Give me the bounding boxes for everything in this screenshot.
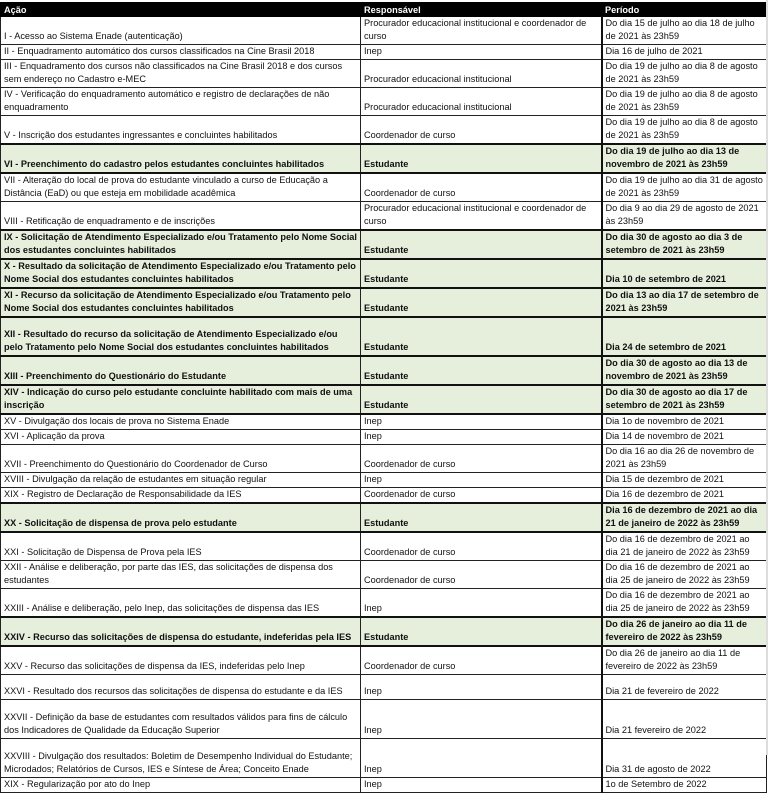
cell-periodo: Dia 16 de dezembro de 2021	[602, 488, 767, 504]
cell-responsavel: Inep	[361, 473, 602, 488]
table-row	[1, 700, 767, 739]
cell-periodo: Dia 10 de setembro de 2021	[602, 259, 767, 288]
header-responsavel: Responsável	[361, 3, 602, 17]
cell-periodo: Do dia 16 de dezembro de 2021 ao dia 25 de janeiro de 2022 às 23h59	[602, 589, 767, 618]
table-row	[1, 430, 767, 445]
cell-responsavel: Estudante	[361, 259, 602, 288]
cell-periodo: Do dia 19 de julho ao dia 8 de agosto de 2021 às 23h59	[602, 116, 767, 145]
table-row	[1, 675, 767, 700]
table-row	[1, 144, 767, 173]
cell-responsavel: Procurador educacional institucional	[361, 88, 602, 116]
table-row	[1, 288, 767, 317]
cell-periodo: Dia 21 de fevereiro de 2022	[602, 675, 767, 700]
cell-periodo: Do dia 30 de agosto ao dia 3 de setembro de 2021 às 23h59	[602, 230, 767, 259]
cell-acao: XIX - Regularização por ato do Inep	[1, 778, 361, 793]
table-row	[1, 17, 767, 45]
cell-periodo: Do dia 19 de julho ao dia 31 de agosto de 2021 às 23h59	[602, 173, 767, 202]
cell-acao: XIII - Preenchimento do Questionário do Estudante	[1, 356, 361, 385]
table-row	[1, 60, 767, 88]
cell-acao: XX - Solicitação de dispensa de prova pelo estudante	[1, 503, 361, 532]
table-row	[1, 532, 767, 561]
table-row	[1, 317, 767, 356]
header-acao: Ação	[1, 3, 361, 17]
cell-responsavel: Estudante	[361, 230, 602, 259]
cell-responsavel: Estudante	[361, 385, 602, 414]
cell-responsavel: Estudante	[361, 617, 602, 646]
cell-acao: XXVI - Resultado dos recursos das solicitações de dispensa do estudante e da IES	[1, 675, 361, 700]
cell-periodo: Do dia 30 de agosto ao dia 17 de setembro de 2021 às 23h59	[602, 385, 767, 414]
cell-acao: XVII - Preenchimento do Questionário do Coordenador de Curso	[1, 445, 361, 473]
table-row	[1, 116, 767, 145]
cell-responsavel: Inep	[361, 430, 602, 445]
cell-periodo: Do dia 26 de janeiro ao dia 11 de fevereiro de 2022 às 23h59	[602, 617, 767, 646]
header-row	[1, 3, 767, 17]
cell-responsavel: Estudante	[361, 144, 602, 173]
cell-acao: VI - Preenchimento do cadastro pelos estudantes concluintes habilitados	[1, 144, 361, 173]
cell-responsavel: Inep	[361, 675, 602, 700]
cell-responsavel: Inep	[361, 778, 602, 793]
cell-responsavel: Estudante	[361, 356, 602, 385]
cell-acao: XVIII - Divulgação da relação de estudantes em situação regular	[1, 473, 361, 488]
cell-acao: V - Inscrição dos estudantes ingressantes e concluintes habilitados	[1, 116, 361, 145]
cell-acao: IV - Verificação do enquadramento automático e registro de declarações de não enquadramento	[1, 88, 361, 116]
cell-responsavel: Estudante	[361, 503, 602, 532]
cell-acao: II - Enquadramento automático dos cursos classificados na Cine Brasil 2018	[1, 45, 361, 60]
cell-responsavel: Inep	[361, 589, 602, 618]
cell-periodo: Do dia 19 de julho ao dia 8 de agosto de 2021 às 23h59	[602, 60, 767, 88]
cell-periodo: Dia 14 de novembro de 2021	[602, 430, 767, 445]
cell-periodo: Dia 21 fevereiro de 2022	[602, 700, 767, 739]
cell-acao: XVI - Aplicação da prova	[1, 430, 361, 445]
cell-responsavel: Estudante	[361, 288, 602, 317]
cell-acao: XXII - Análise e deliberação, por parte das IES, das solicitações de dispensa dos estudantes	[1, 561, 361, 589]
cell-acao: VIII - Retificação de enquadramento e de inscrições	[1, 202, 361, 231]
table-row	[1, 561, 767, 589]
cell-periodo: Do dia 13 ao dia 17 de setembro de 2021 às 23h59	[602, 288, 767, 317]
cell-responsavel: Inep	[361, 45, 602, 60]
cell-responsavel: Coordenador de curso	[361, 445, 602, 473]
table-row	[1, 503, 767, 532]
cell-acao: I - Acesso ao Sistema Enade (autenticação)	[1, 17, 361, 45]
table-row	[1, 356, 767, 385]
cell-periodo: Do dia 15 de julho ao dia 18 de julho de 2021 às 23h59	[602, 17, 767, 45]
cell-periodo: Do dia 19 de julho ao dia 13 de novembro de 2021 às 23h59	[602, 144, 767, 173]
cell-acao: XV - Divulgação dos locais de prova no Sistema Enade	[1, 414, 361, 430]
table-row	[1, 259, 767, 288]
cell-responsavel: Procurador educacional institucional e coordenador de curso	[361, 202, 602, 231]
cell-periodo: Do dia 26 de janeiro ao dia 11 de fevereiro de 2022 às 23h59	[602, 646, 767, 675]
cell-periodo: Do dia 16 de dezembro de 2021 ao dia 25 de janeiro de 2022 às 23h59	[602, 561, 767, 589]
table-row	[1, 445, 767, 473]
cell-acao: XIX - Registro de Declaração de Responsabilidade da IES	[1, 488, 361, 504]
cell-periodo: Do dia 9 ao dia 29 de agosto de 2021 às 23h59	[602, 202, 767, 231]
schedule-rows	[1, 17, 767, 793]
cell-acao: XXIV - Recurso das solicitações de dispensa do estudante, indeferidas pela IES	[1, 617, 361, 646]
cell-periodo: Do dia 30 de agosto ao dia 13 de novembro de 2021 às 23h59	[602, 356, 767, 385]
table-row	[1, 88, 767, 116]
cell-periodo: Dia 1o de novembro de 2021	[602, 414, 767, 430]
table-row	[1, 414, 767, 430]
table-row	[1, 778, 767, 793]
cell-periodo: Dia 16 de dezembro de 2021 ao dia 21 de janeiro de 2022 às 23h59	[602, 503, 767, 532]
cell-responsavel: Coordenador de curso	[361, 173, 602, 202]
cell-responsavel: Inep	[361, 414, 602, 430]
header-periodo: Período	[602, 3, 767, 17]
cell-responsavel: Coordenador de curso	[361, 646, 602, 675]
table-row	[1, 230, 767, 259]
cell-acao: III - Enquadramento dos cursos não classificados na Cine Brasil 2018 e dos cursos sem endereço no Cadastro e-MEC	[1, 60, 361, 88]
cell-responsavel: Coordenador de curso	[361, 488, 602, 504]
table-row	[1, 202, 767, 231]
cell-acao: IX - Solicitação de Atendimento Especializado e/ou Tratamento pelo Nome Social dos estudantes concluintes habilitados	[1, 230, 361, 259]
cell-responsavel: Coordenador de curso	[361, 116, 602, 145]
cell-acao: X - Resultado da solicitação de Atendimento Especializado e/ou Tratamento pelo Nome Social dos estudantes concluintes habilitados	[1, 259, 361, 288]
table-row	[1, 473, 767, 488]
cell-acao: VII - Alteração do local de prova do estudante vinculado a curso de Educação a Distância (EaD) ou que esteja em mobilidade acadêmica	[1, 173, 361, 202]
table-row	[1, 385, 767, 414]
cell-acao: XXIII - Análise e deliberação, pelo Inep, das solicitações de dispensa das IES	[1, 589, 361, 618]
cell-periodo: Do dia 16 ao dia 26 de novembro de 2021 às 23h59	[602, 445, 767, 473]
cell-acao: XXVII - Definição da base de estudantes com resultados válidos para fins de cálculo dos Indicadores de Qualidade da Educação Superior	[1, 700, 361, 739]
cell-periodo: Do dia 16 de dezembro de 2021 ao dia 21 de janeiro de 2022 às 23h59	[602, 532, 767, 561]
cell-acao: XXI - Solicitação de Dispensa de Prova pela IES	[1, 532, 361, 561]
table-row	[1, 173, 767, 202]
cell-responsavel: Estudante	[361, 317, 602, 356]
cell-acao: XII - Resultado do recurso da solicitação de Atendimento Especializado e/ou pelo Tratamento pelo Nome Social dos estudantes concluintes habilitados	[1, 317, 361, 356]
table-row	[1, 488, 767, 504]
table-row	[1, 45, 767, 60]
cell-periodo: Dia 15 de dezembro de 2021	[602, 473, 767, 488]
table-row	[1, 589, 767, 618]
schedule-table	[0, 2, 767, 793]
cell-periodo: Dia 31 de agosto de 2022	[602, 739, 767, 778]
cell-responsavel: Procurador educacional institucional	[361, 60, 602, 88]
cell-responsavel: Coordenador de curso	[361, 561, 602, 589]
cell-periodo: Dia 16 de julho de 2021	[602, 45, 767, 60]
cell-acao: XIV - Indicação do curso pelo estudante concluinte habilitado com mais de uma inscrição	[1, 385, 361, 414]
cell-responsavel: Inep	[361, 700, 602, 739]
cell-periodo: Dia 24 de setembro de 2021	[602, 317, 767, 356]
table-row	[1, 646, 767, 675]
enade-schedule-sheet	[0, 2, 768, 793]
cell-periodo: 1o de Setembro de 2022	[602, 778, 767, 793]
cell-responsavel: Procurador educacional institucional e coordenador de curso	[361, 17, 602, 45]
cell-responsavel: Inep	[361, 739, 602, 778]
cell-acao: XXV - Recurso das solicitações de dispensa da IES, indeferidas pelo Inep	[1, 646, 361, 675]
cell-acao: XI - Recurso da solicitação de Atendimento Especializado e/ou Tratamento pelo Nome Social dos estudantes concluintes habilitados	[1, 288, 361, 317]
cell-acao: XXVIII - Divulgação dos resultados: Boletim de Desempenho Individual do Estudante; Microdados; Relatórios de Cursos, IES e Síntese de Área; Conceito Enade	[1, 739, 361, 778]
cell-responsavel: Coordenador de curso	[361, 532, 602, 561]
cell-periodo: Do dia 19 de julho ao dia 8 de agosto de 2021 às 23h59	[602, 88, 767, 116]
table-row	[1, 739, 767, 778]
table-row	[1, 617, 767, 646]
